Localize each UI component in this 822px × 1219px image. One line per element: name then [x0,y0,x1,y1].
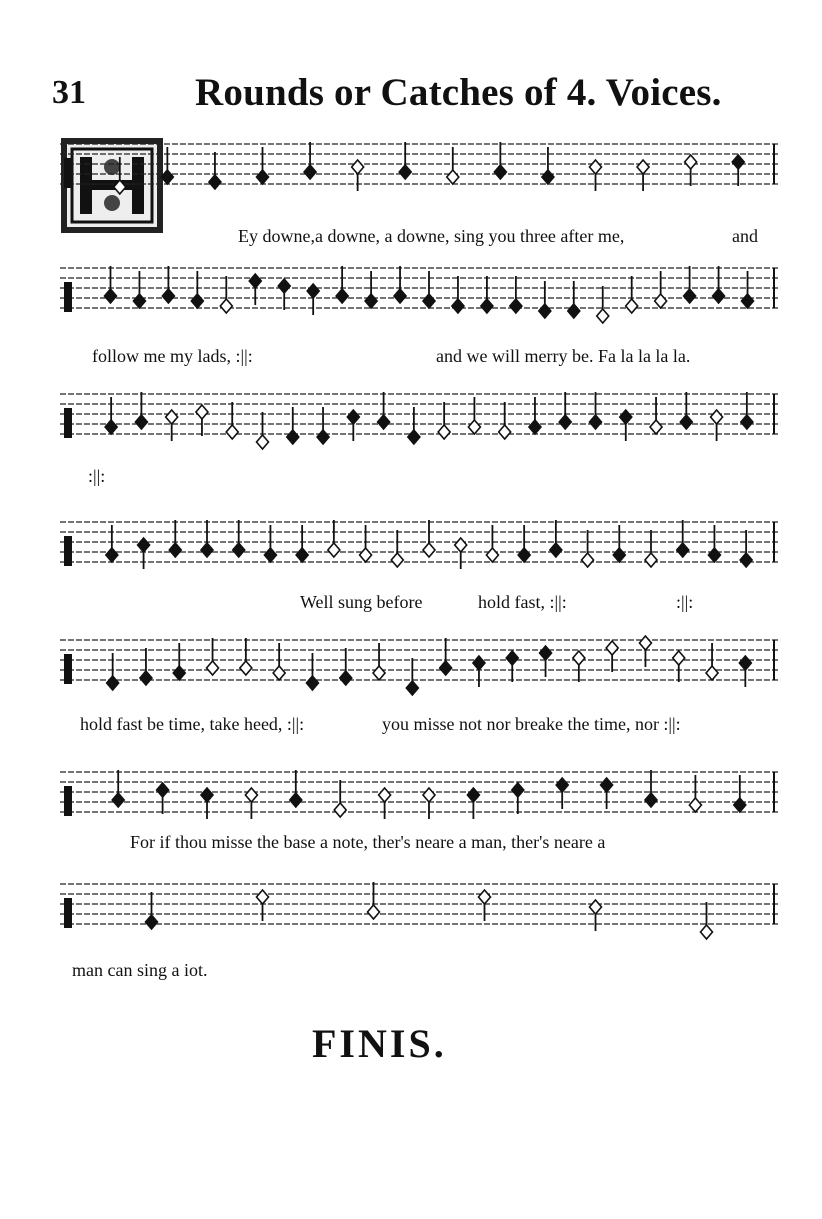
note-head [114,180,126,194]
note-head [468,420,480,434]
note-head [140,671,152,685]
note-head [373,666,385,680]
note-head [207,661,219,675]
note-head [645,553,657,567]
note-head [135,415,147,429]
lyric-line-6a: For if thou misse the base a note, ther's neare a man, ther's neare a [130,832,606,852]
note-head [368,905,380,919]
note-head [257,170,269,184]
lyric-line-1b: and [732,226,758,246]
note-head [408,430,420,444]
clef-icon [64,282,72,312]
note-head [650,420,662,434]
lyric-line-2b: and we will merry be. Fa la la la la. [436,346,691,366]
note-head [559,415,571,429]
note-head [249,274,261,288]
note-head [166,410,178,424]
lyric-line-4c: :||: [676,592,694,612]
lyric-line-4b: hold fast, :||: [478,592,567,612]
note-head [685,155,697,169]
music-staff-1 [60,132,780,202]
note-head [146,915,158,929]
note-head [273,666,285,680]
note-head [742,294,754,308]
note-head [290,793,302,807]
note-head [173,666,185,680]
note-head [245,788,257,802]
note-head [639,636,651,650]
clef-icon [64,654,72,684]
note-head [133,294,145,308]
clef-icon [64,786,72,816]
note-head [573,651,585,665]
music-staff-3 [60,382,780,452]
note-head [336,289,348,303]
note-head [296,548,308,562]
note-head [556,778,568,792]
note-head [287,430,299,444]
note-head [739,656,751,670]
note-head [680,415,692,429]
note-head [467,788,479,802]
music-staff-5 [60,628,780,698]
note-head [539,304,551,318]
note-head [655,294,667,308]
note-head [233,543,245,557]
note-head [486,548,498,562]
note-head [104,289,116,303]
note-head [518,548,530,562]
note-head [399,165,411,179]
note-head [334,803,346,817]
note-head [711,410,723,424]
note-head [340,671,352,685]
clef-icon [64,408,72,438]
note-head [365,294,377,308]
note-head [438,425,450,439]
note-head [613,548,625,562]
clef-icon [64,158,72,188]
note-head [447,170,459,184]
note-head [568,304,580,318]
note-head [306,676,318,690]
note-head [590,415,602,429]
note-head [278,279,290,293]
finis-heading: FINIS. [312,1021,447,1066]
clef-icon [64,898,72,928]
note-head [196,405,208,419]
note-head [317,430,329,444]
note-head [240,661,252,675]
note-head [107,676,119,690]
note-head [499,425,511,439]
note-head [220,299,232,313]
note-head [620,410,632,424]
note-head [606,641,618,655]
note-head [162,289,174,303]
music-staff-4 [60,510,780,580]
note-head [506,651,518,665]
note-head [713,289,725,303]
lyric-line-4a: Well sung before [300,592,423,612]
note-head [494,165,506,179]
music-staff-7 [60,872,780,942]
note-head [391,553,403,567]
note-head [708,548,720,562]
note-head [423,543,435,557]
note-head [379,788,391,802]
note-head [510,299,522,313]
lyric-line-3a: :||: [88,466,106,486]
note-head [201,788,213,802]
note-head [740,553,752,567]
note-head [673,651,685,665]
clef-icon [64,536,72,566]
note-head [452,299,464,313]
note-head [542,170,554,184]
note-head [112,793,124,807]
note-head [473,656,485,670]
note-head [540,646,552,660]
lyric-line-7a: man can sing a iot. [72,960,208,980]
note-head [138,538,150,552]
note-head [677,543,689,557]
note-head [440,661,452,675]
note-head [597,309,609,323]
note-head [512,783,524,797]
note-head [637,160,649,174]
note-head [352,160,364,174]
note-head [328,543,340,557]
note-head [209,175,221,189]
note-head [455,538,467,552]
note-head [105,420,117,434]
note-head [734,798,746,812]
note-head [423,294,435,308]
note-head [106,548,118,562]
note-head [479,890,491,904]
note-head [423,788,435,802]
note-head [529,420,541,434]
lyric-line-5b: you misse not nor breake the time, nor :||: [382,714,681,734]
music-staff-6 [60,760,780,830]
music-staff-2 [60,256,780,326]
note-head [360,548,372,562]
note-head [264,548,276,562]
note-head [257,890,269,904]
note-head [161,170,173,184]
note-head [169,543,181,557]
page-number: 31 [52,74,86,111]
note-head [741,415,753,429]
note-head [378,415,390,429]
note-head [706,666,718,680]
note-head [304,165,316,179]
note-head [701,925,713,939]
note-head [157,783,169,797]
lyric-line-1a: Ey downe,a downe, a downe, sing you three after me, [238,226,625,246]
note-head [550,543,562,557]
note-head [645,793,657,807]
note-head [347,410,359,424]
note-head [201,543,213,557]
note-head [582,553,594,567]
note-head [226,425,238,439]
note-head [601,778,613,792]
note-head [481,299,493,313]
note-head [732,155,744,169]
note-head [590,900,602,914]
note-head [590,160,602,174]
note-head [394,289,406,303]
note-head [626,299,638,313]
note-head [191,294,203,308]
page-title: Rounds or Catches of 4. Voices. [195,71,722,114]
lyric-line-5a: hold fast be time, take heed, :||: [80,714,305,734]
lyric-line-2a: follow me my lads, :||: [92,346,253,366]
note-head [689,798,701,812]
note-head [406,681,418,695]
note-head [257,435,269,449]
note-head [684,289,696,303]
note-head [307,284,319,298]
